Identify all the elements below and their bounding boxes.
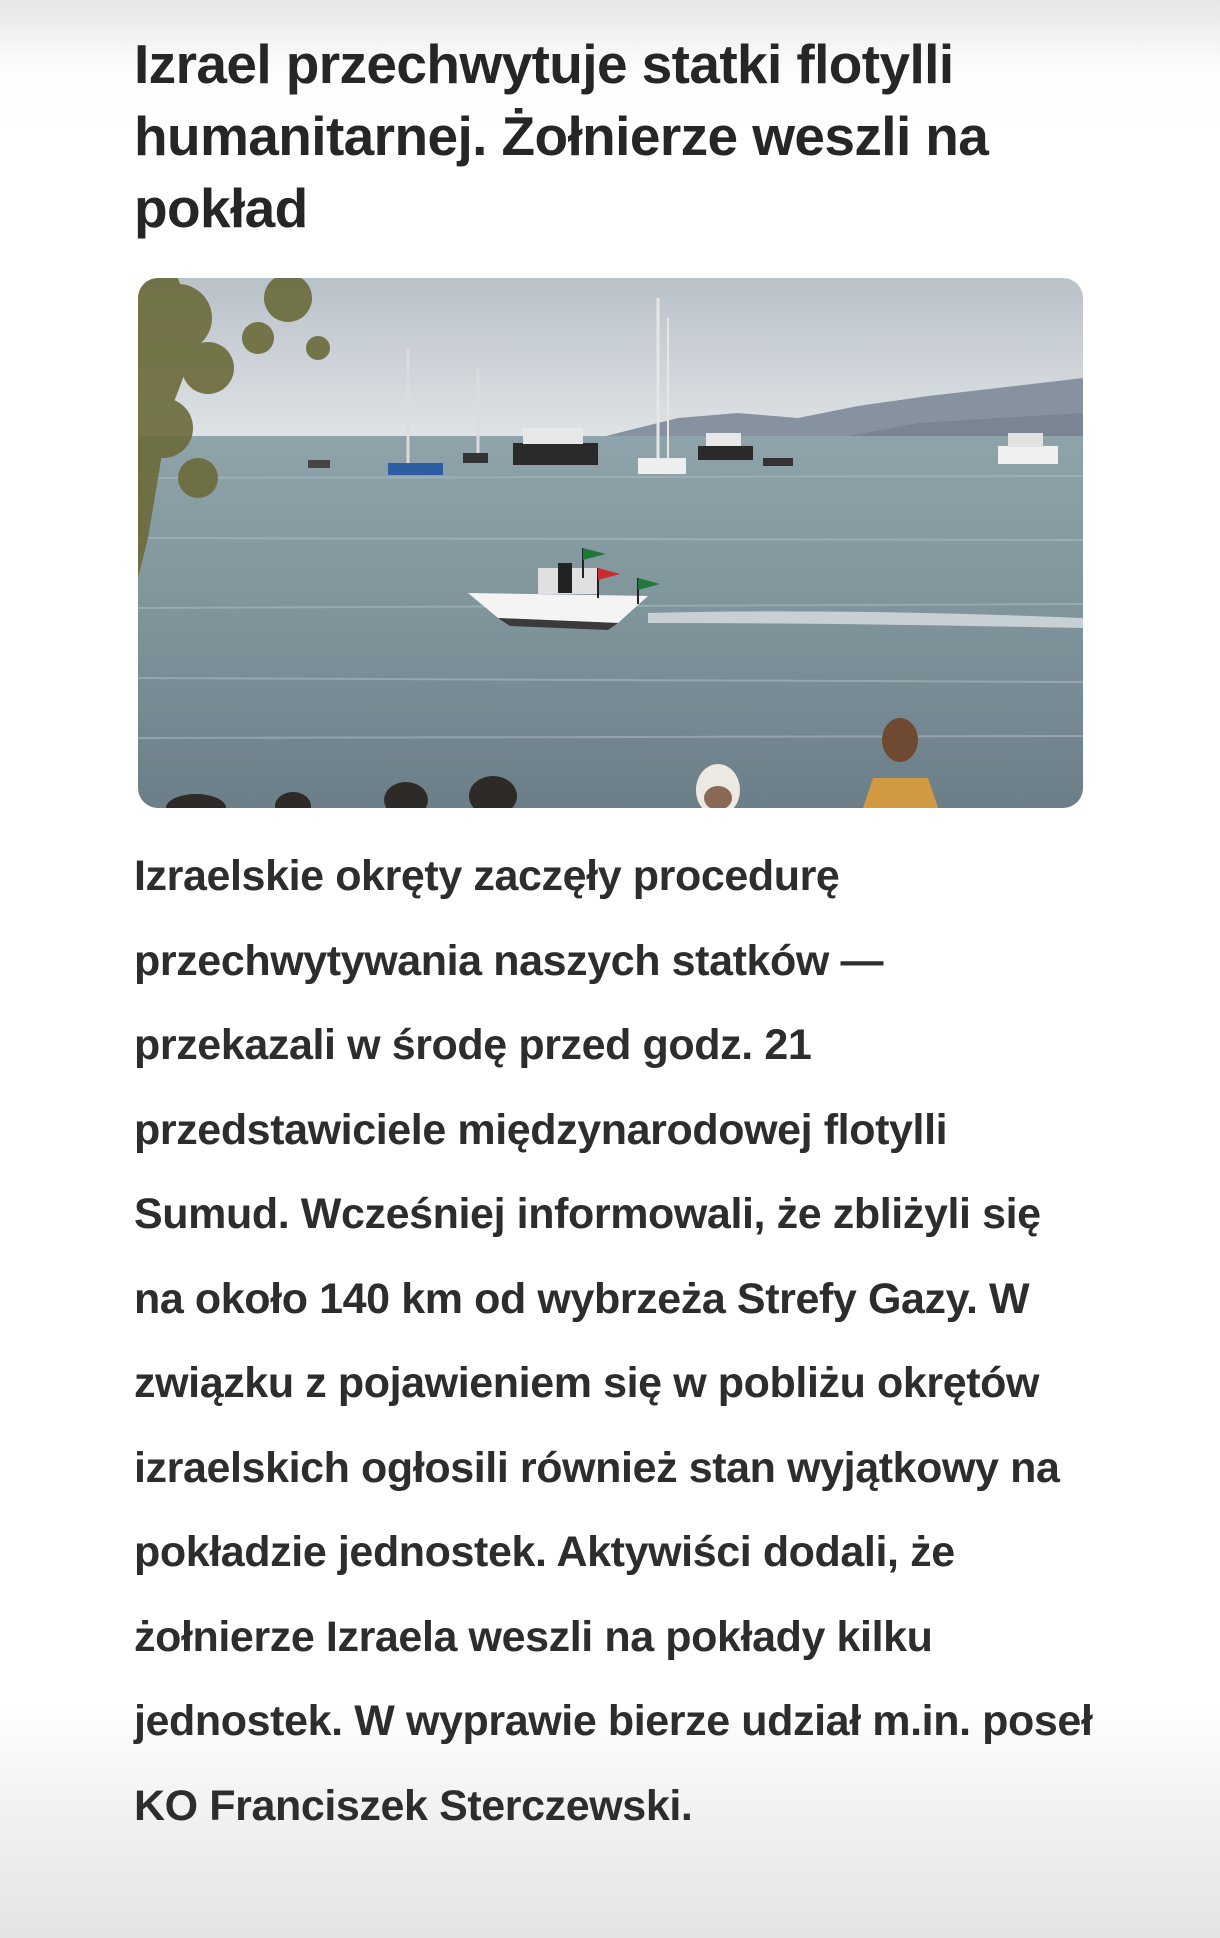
article-header (134, 28, 1094, 244)
article-headline[interactable]: Izrael przechwytuje statki flotylli humanitarnej. Żołnierze weszli na pokład (134, 33, 989, 239)
article-body: Izraelskie okręty zaczęły procedurę przechwytywania naszych statków — przekazali w środę przed godz. 21 przedstawiciele międzynarodowej flotylli Sumud. Wcześniej informowali, że zbliżyli się na około 140 km od wybrzeża Strefy Gazy. W związku z pojawieniem się w pobliżu okrętów izraelskich ogłosili również stan wyjątkowy na pokładzie jednostek. Aktywiści dodali, że żołnierze Izraela weszli na pokłady kilku jednostek. W wyprawie bierze udział m.in. poseł KO Franciszek Sterczewski. (134, 852, 1093, 1830)
article-hero-image[interactable] (138, 278, 1083, 808)
boats-photo-icon (138, 278, 1083, 808)
